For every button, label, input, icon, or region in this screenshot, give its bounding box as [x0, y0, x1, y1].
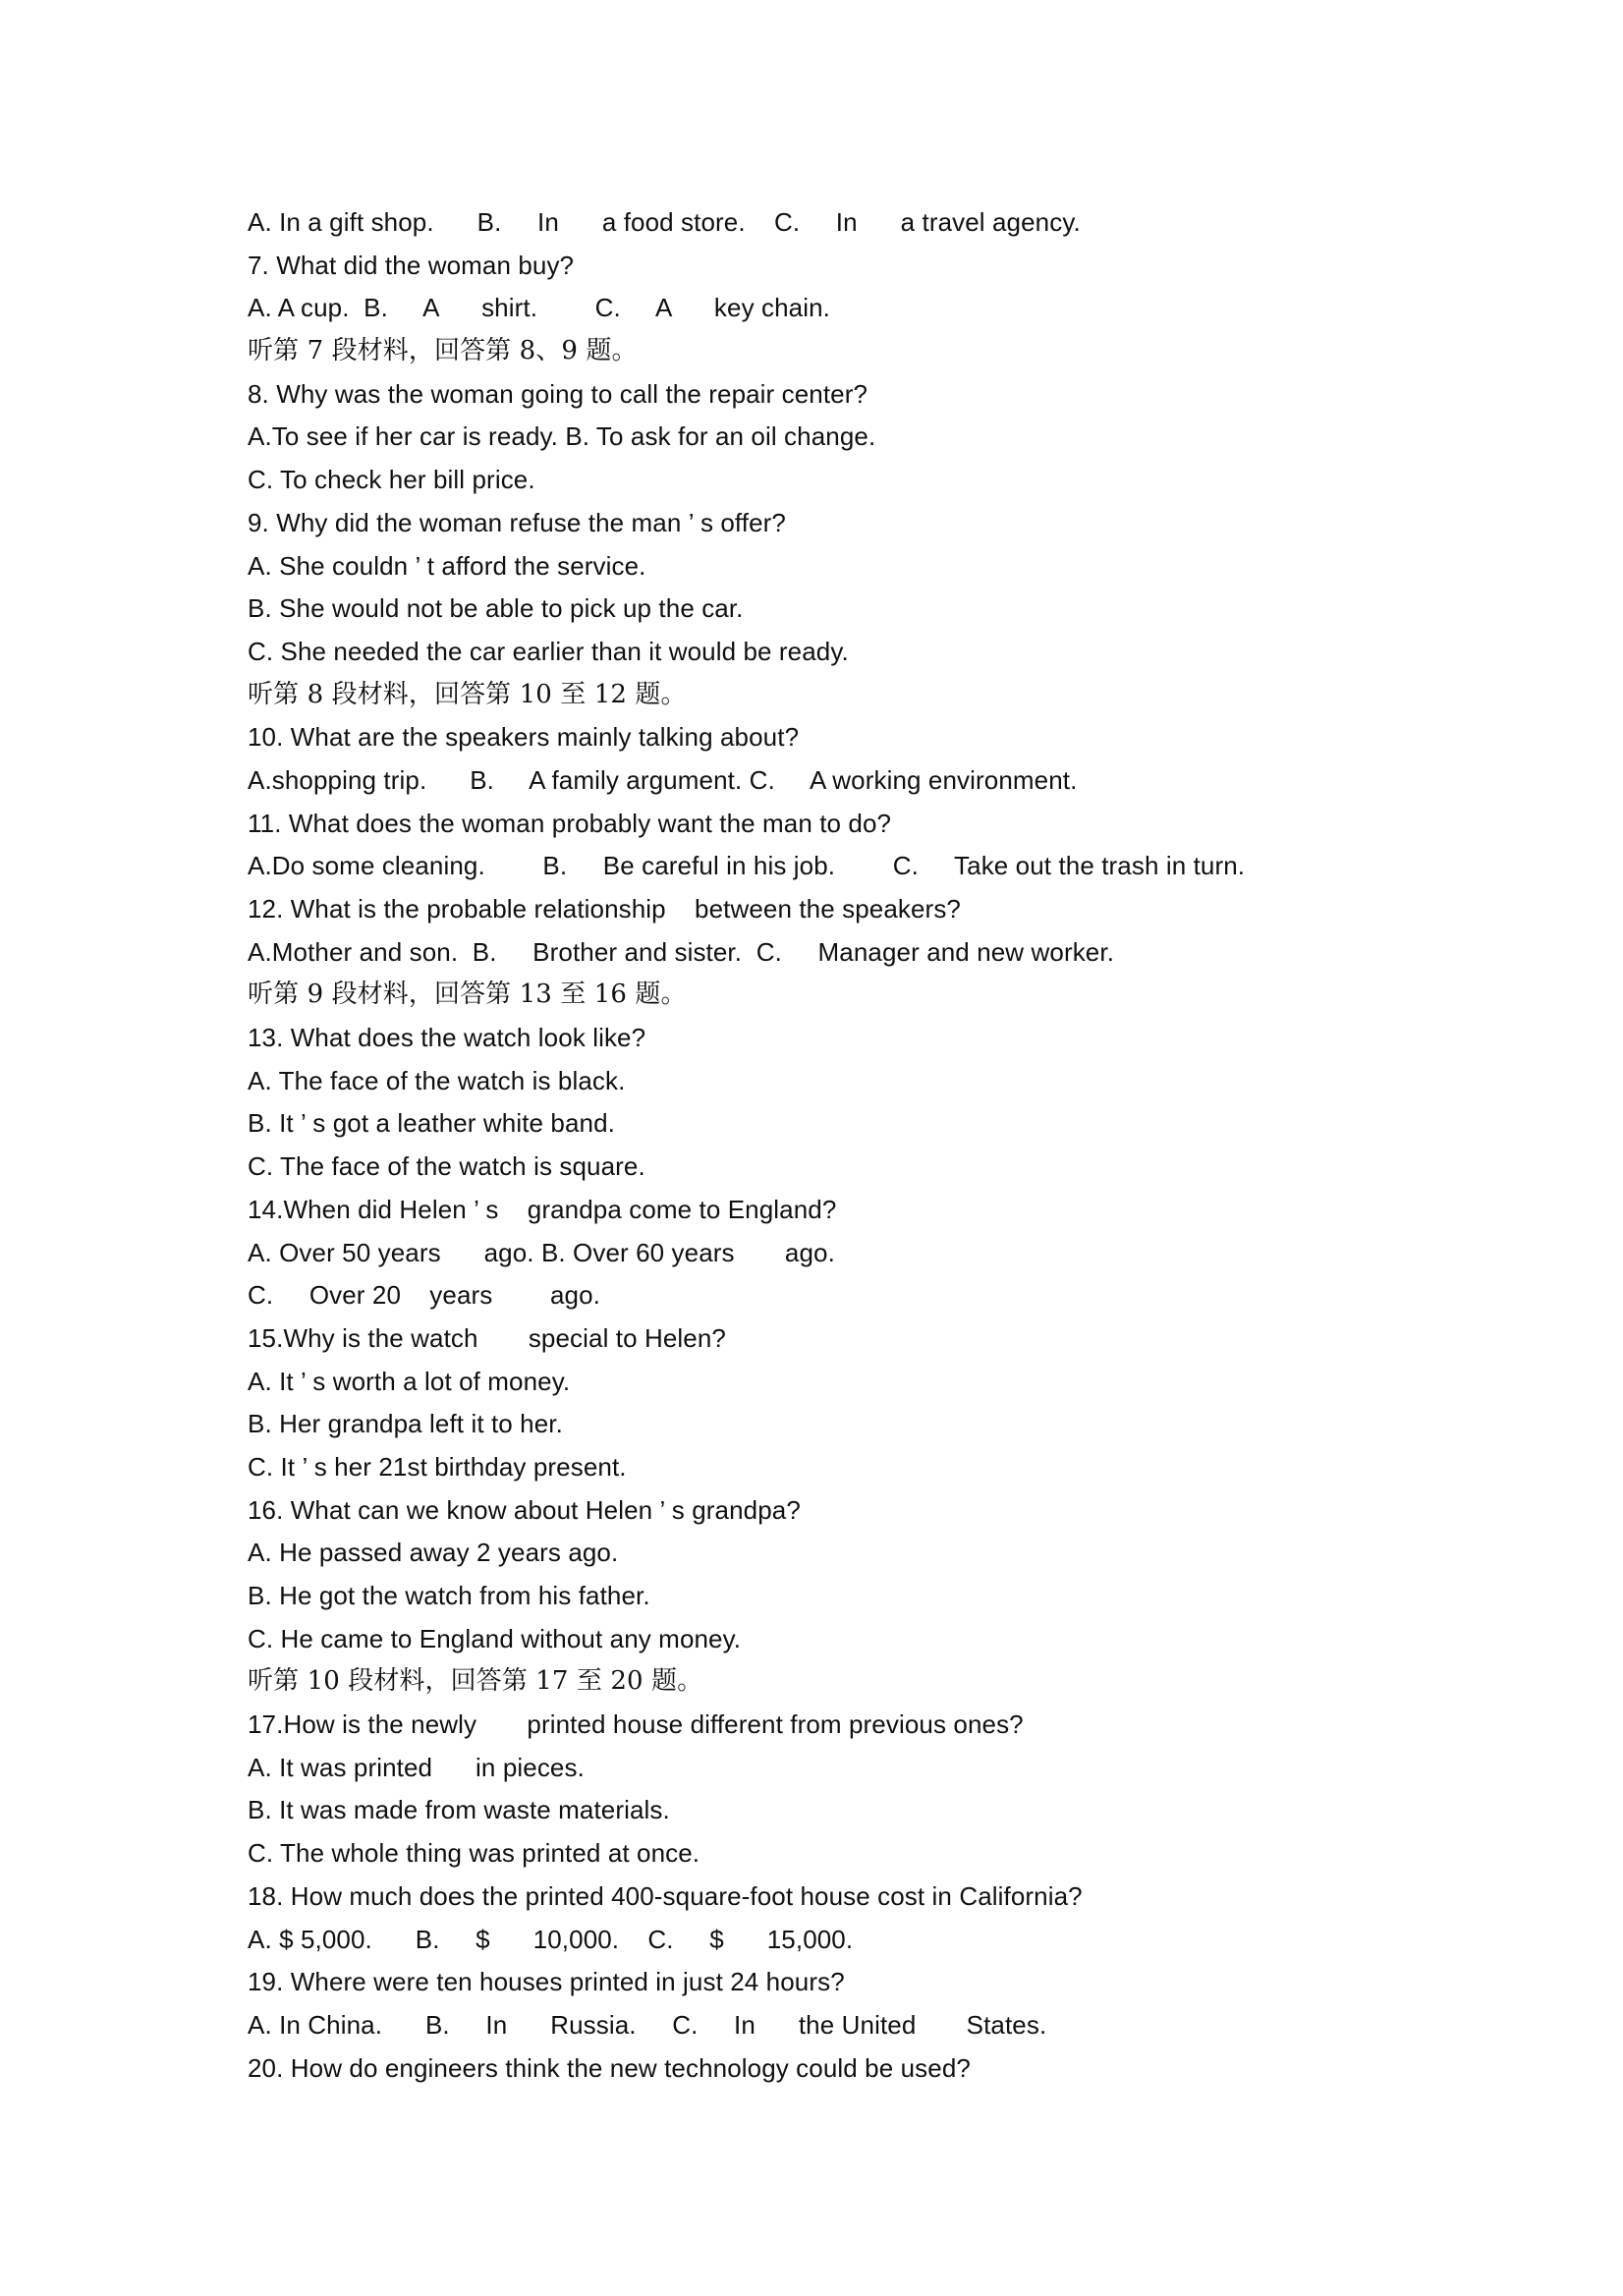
question-text: 18. How much does the printed 400-square-foot house cost in California? [248, 1880, 1083, 1911]
answer-options: C. It ’ s her 21st birthday present. [248, 1451, 627, 1482]
answer-options: B. It ’ s got a leather white band. [248, 1108, 615, 1139]
answer-options: A. The face of the watch is black. [248, 1065, 626, 1095]
answer-options: C. The face of the watch is square. [248, 1151, 645, 1182]
answer-options: A.shopping trip. B. A family argument. C. A working environment. [248, 764, 1078, 795]
section-instruction: 听第 9 段材料，回答第 13 至 16 题。 [248, 980, 687, 1010]
answer-options: A. It was printed in pieces. [248, 1752, 585, 1782]
question-text: 16. What can we know about Helen ’ s grandpa? [248, 1494, 801, 1525]
section-instruction: 听第 7 段材料，回答第 8、9 题。 [248, 336, 638, 366]
answer-options: A.To see if her car is ready. B. To ask for an oil change. [248, 421, 876, 452]
answer-options: A. Over 50 years ago. B. Over 60 years ago. [248, 1237, 835, 1267]
exam-text-body [248, 201, 1544, 2090]
answer-options: B. She would not be able to pick up the car. [248, 593, 744, 624]
answer-options: A. She couldn ’ t afford the service. [248, 550, 646, 581]
question-text: 20. How do engineers think the new technology could be used? [248, 2052, 971, 2083]
answer-options: C. He came to England without any money. [248, 1623, 742, 1653]
question-text: 7. What did the woman buy? [248, 250, 575, 280]
question-text: 19. Where were ten houses printed in just 24 hours? [248, 1967, 845, 1997]
answer-options: A. In a gift shop. B. In a food store. C. In a travel agency. [248, 207, 1081, 237]
answer-options: C. The whole thing was printed at once. [248, 1838, 700, 1869]
section-instruction: 听第 10 段材料，回答第 17 至 20 题。 [248, 1666, 703, 1697]
question-text: 13. What does the watch look like? [248, 1023, 646, 1053]
answer-options: A.Do some cleaning. B. Be careful in his job. C. Take out the trash in turn. [248, 851, 1246, 881]
question-text: 12. What is the probable relationship between the speakers? [248, 894, 961, 924]
answer-options: C. She needed the car earlier than it would be ready. [248, 636, 849, 666]
answer-options: A. He passed away 2 years ago. [248, 1538, 619, 1568]
answer-options: B. He got the watch from his father. [248, 1581, 650, 1610]
answer-options: B. Her grandpa left it to her. [248, 1409, 563, 1439]
answer-options: A. $ 5,000. B. $ 10,000. C. $ 15,000. [248, 1924, 854, 1954]
answer-options: A. In China. B. In Russia. C. In the United States. [248, 2009, 1047, 2040]
question-text: 8. Why was the woman going to call the repair center? [248, 378, 868, 409]
answer-options: A.Mother and son. B. Brother and sister. C. Manager and new worker. [248, 936, 1115, 967]
question-text: 10. What are the speakers mainly talking about? [248, 722, 800, 753]
answer-options: A. A cup. B. A shirt. C. A key chain. [248, 293, 831, 323]
answer-options: C. Over 20 years ago. [248, 1280, 600, 1311]
question-text: 14.When did Helen ’ s grandpa come to England? [248, 1194, 837, 1224]
question-text: 15.Why is the watch special to Helen? [248, 1322, 726, 1353]
question-text: 11. What does the woman probably want the man to do? [248, 808, 892, 838]
question-text: 17.How is the newly printed house different from previous ones? [248, 1709, 1024, 1740]
section-instruction: 听第 8 段材料，回答第 10 至 12 题。 [248, 679, 687, 709]
answer-options: A. It ’ s worth a lot of money. [248, 1366, 571, 1396]
question-text: 9. Why did the woman refuse the man ’ s offer? [248, 507, 786, 537]
answer-options: B. It was made from waste materials. [248, 1795, 670, 1825]
answer-options: C. To check her bill price. [248, 465, 535, 495]
